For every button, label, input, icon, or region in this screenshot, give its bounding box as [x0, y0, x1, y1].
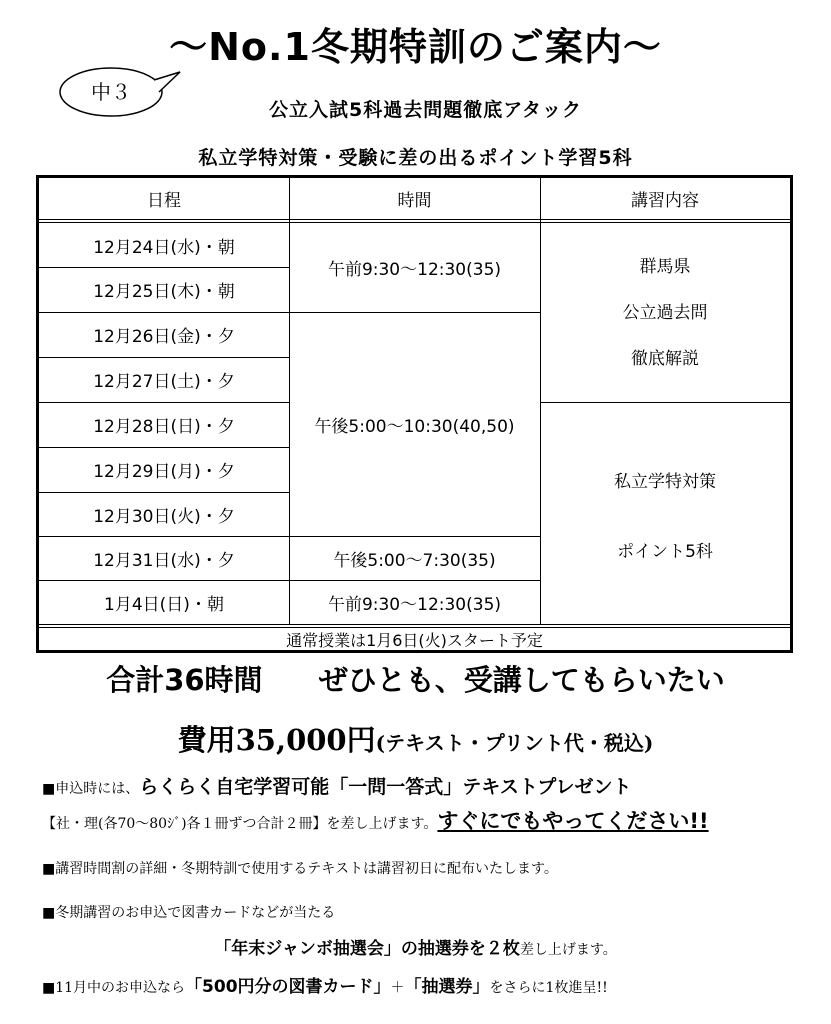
- early-bonus-plus: ＋: [390, 980, 405, 996]
- notice-lottery: ■冬期講習のお申込で図書カードなどが当たる: [42, 905, 336, 921]
- date-cell: 12月24日(水)・朝: [93, 237, 235, 258]
- page-title: 〜No.1冬期特訓のご案内〜: [169, 25, 662, 69]
- date-cell: 12月26日(金)・夕: [93, 327, 235, 347]
- date-cell: 12月30日(火)・夕: [93, 506, 235, 527]
- date-cell: 12月29日(月)・夕: [93, 462, 235, 482]
- date-cell: 1月4日(日)・朝: [104, 594, 224, 615]
- early-bonus-card: 「500円分の図書カード」: [185, 977, 391, 997]
- content-public-review: [540, 223, 790, 402]
- fee-note: (テキスト・プリント代・税込): [375, 731, 654, 755]
- date-cell: 12月31日(水)・夕: [93, 550, 235, 571]
- notice-early-bonus: [42, 972, 608, 997]
- early-bonus-ticket: 「抽選券」: [404, 977, 490, 997]
- total-message: ぜひとも、受講してもらいたい: [318, 663, 725, 697]
- header-time: 時間: [397, 191, 432, 211]
- time-cell: 午後5:00〜10:30(40,50): [314, 416, 515, 437]
- content-line: 徹底解説: [631, 348, 699, 369]
- content-line: 群馬県: [639, 256, 691, 277]
- content-line: 公立過去問: [622, 302, 708, 323]
- notice-schedule-details: ■講習時間割の詳細・冬期特訓で使用するテキストは講習初日に配布いたします。: [42, 861, 558, 877]
- table-footer-note: 通常授業は1月6日(火)スタート予定: [286, 630, 543, 650]
- date-cell: 12月27日(土)・夕: [93, 372, 235, 392]
- notice-textbook-detail: 【社・理(各70〜80ｼﾞ)各１冊ずつ合計２冊】を差し上げます。: [42, 816, 438, 832]
- date-cell: 12月25日(木)・朝: [93, 282, 235, 302]
- time-cell: 午前9:30〜12:30(35): [327, 260, 502, 280]
- date-cell: 12月28日(日)・夕: [93, 417, 235, 437]
- total-hours: 合計36時間: [106, 663, 263, 697]
- schedule-table: [36, 175, 793, 653]
- subtitle-public-exam: 公立入試5科過去問題徹底アタック: [269, 99, 582, 121]
- content-line: 私立学特対策: [614, 472, 716, 492]
- content-line: ポイント5科: [617, 542, 713, 562]
- header-content: 講習内容: [631, 191, 699, 211]
- notice-lottery-tickets: [0, 934, 831, 959]
- notice-textbook-emphasis: すぐにでもやってください!!: [437, 809, 709, 833]
- total-hours-line: [0, 658, 831, 699]
- notice-gift-highlight: らくらく自宅学習可能「一問一答式」テキストプレゼント: [139, 776, 632, 798]
- fee-line: [0, 718, 831, 759]
- time-cell: 午後5:00〜7:30(35): [333, 550, 496, 571]
- lottery-ticket-bold: 「年末ジャンボ抽選会」の抽選券を２枚: [214, 939, 520, 959]
- lottery-ticket-tail: 差し上げます。: [519, 942, 617, 958]
- fee-amount: 費用35,000円: [177, 723, 376, 757]
- content-private-prep: [540, 402, 790, 624]
- notice-gift-prefix: ■申込時には、: [42, 781, 140, 797]
- early-bonus-tail: をさらに1枚進呈!!: [489, 980, 608, 996]
- header-date: 日程: [147, 191, 181, 211]
- notice-gift: [42, 772, 632, 799]
- subtitle-private-exam: 私立学特対策・受験に差の出るポイント学習5科: [198, 147, 633, 169]
- time-cell: 午前9:30〜12:30(35): [327, 594, 502, 615]
- early-bonus-prefix: ■11月中のお申込なら: [42, 980, 186, 996]
- grade-badge: 中３: [91, 80, 131, 104]
- notice-textbook: [42, 805, 709, 835]
